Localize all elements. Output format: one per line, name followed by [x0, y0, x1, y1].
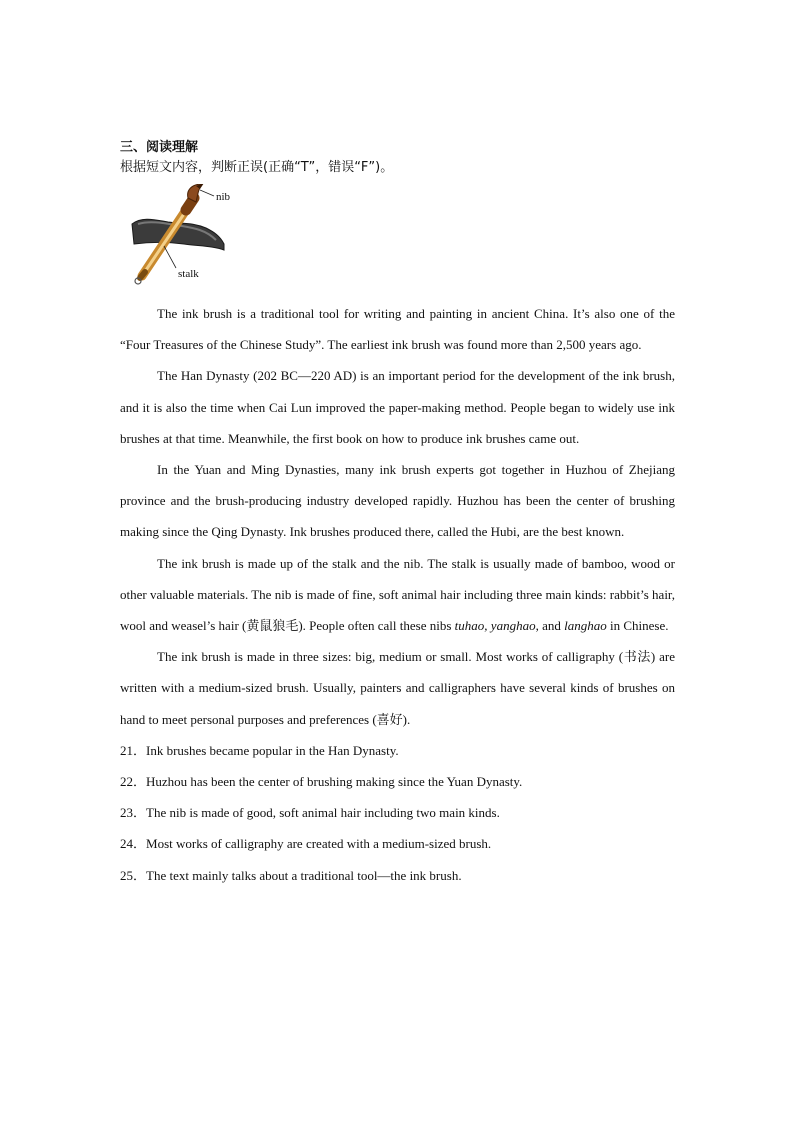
ink-brush-illustration	[128, 184, 258, 288]
question-item	[120, 735, 675, 766]
p4-term-langhao: langhao	[564, 618, 607, 634]
question-text: Huzhou has been the center of brushing making since the Yuan Dynasty.	[146, 774, 523, 790]
passage-paragraph-3: In the Yuan and Ming Dynasties, many ink brush experts got together in Huzhou of Zhejiang province and the brush-producing industry developed rapidly. Huzhou has been the center of brushing making since the Qing Dynasty. Ink brushes produced there, called the Hubi, are the best known.	[120, 462, 675, 540]
p4-term-tuhao: tuhao,	[454, 618, 488, 634]
question-number: 23．	[120, 805, 147, 821]
question-number: 24．	[120, 836, 147, 852]
stalk-leader-line	[164, 246, 176, 268]
p4-text-a: The ink brush is made up of the stalk and the nib. The stalk is usually made of bamboo, wood or other valuable materials. The nib is made of fine, soft animal hair including three main kinds: rabbit’s hair, wool and weasel’s hair (黄鼠狼毛). People often call these nibs	[120, 555, 675, 634]
question-item	[120, 797, 675, 828]
nib-label: nib	[216, 191, 231, 203]
passage-paragraph-5: The ink brush is made in three sizes: big, medium or small. Most works of calligraphy (书法) are written with a medium-sized brush. Usually, painters and calligraphers have several kinds of brushes on hand to meet personal purposes and preferences (喜好).	[120, 649, 675, 727]
section-instruction: 根据短文内容，判断正误(正确“T”，错误“F”)。	[120, 160, 394, 175]
p4-text-c: , and	[535, 618, 565, 634]
ink-brush-figure	[128, 184, 258, 288]
document-content	[120, 138, 675, 891]
section-title: 三、阅读理解	[120, 140, 199, 155]
question-text: Most works of calligraphy are created with a medium-sized brush.	[146, 836, 492, 852]
question-item	[120, 828, 675, 859]
question-item	[120, 766, 675, 797]
passage-paragraph-2: The Han Dynasty (202 BC—220 AD) is an important period for the development of the ink brush, and it is also the time when Cai Lun improved the paper-making method. People began to widely use ink brushes at that time. Meanwhile, the first book on how to produce ink brushes came out.	[120, 368, 675, 446]
question-number: 25．	[120, 867, 147, 883]
question-number: 22．	[120, 774, 147, 790]
p4-term-yanghao: yanghao	[490, 618, 536, 634]
question-text: The nib is made of good, soft animal hair including two main kinds.	[146, 805, 500, 821]
nib-leader-line	[200, 190, 214, 196]
question-list	[120, 735, 675, 891]
p4-text-d: in Chinese.	[606, 618, 669, 634]
stalk-label: stalk	[178, 268, 199, 280]
question-text: Ink brushes became popular in the Han Dynasty.	[146, 742, 399, 758]
passage-paragraph-4	[120, 548, 675, 642]
brush-stalk-end	[140, 272, 145, 278]
question-text: The text mainly talks about a traditional tool—the ink brush.	[146, 867, 462, 883]
question-item	[120, 860, 675, 891]
passage-paragraph-1: The ink brush is a traditional tool for writing and painting in ancient China. It’s also one of the “Four Treasures of the Chinese Study”. The earliest ink brush was found more than 2,500 years ago.	[120, 306, 675, 353]
question-number: 21．	[120, 742, 147, 758]
